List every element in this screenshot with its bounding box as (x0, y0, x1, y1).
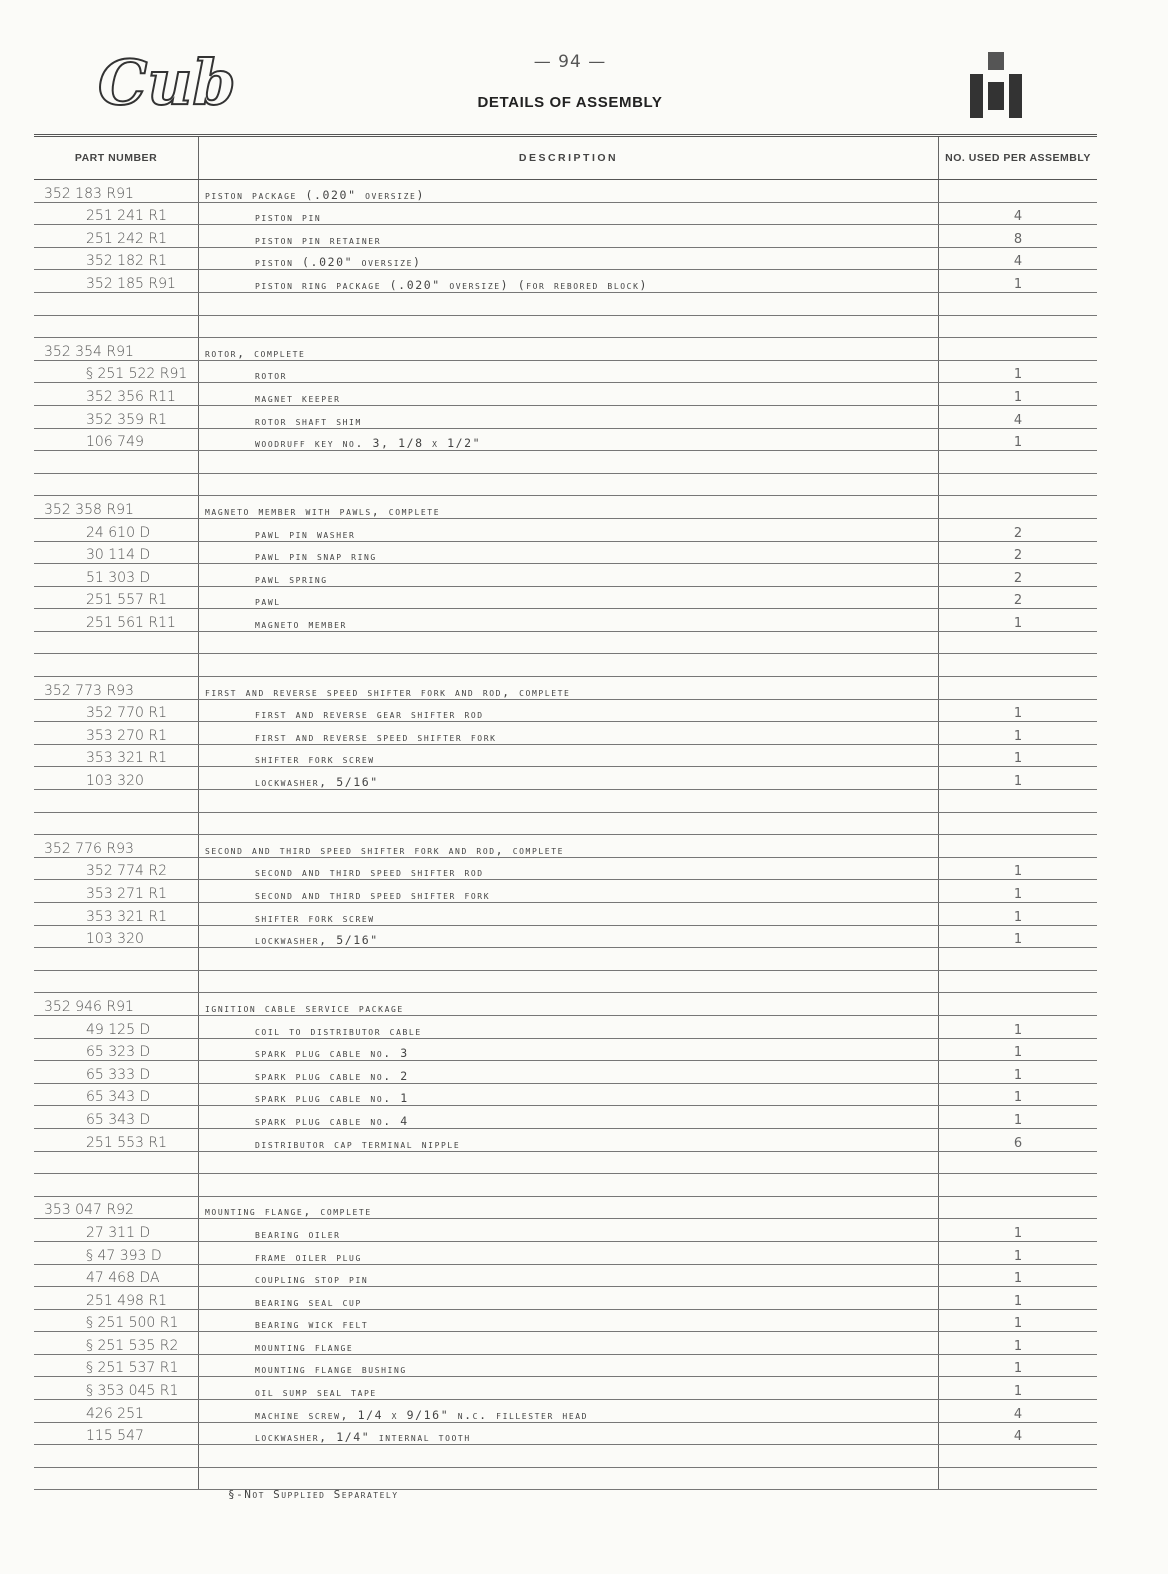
part-row (34, 270, 1097, 293)
assembly-part-number: 352 183 R91 (44, 185, 134, 202)
part-quantity: 1 (1013, 864, 1023, 880)
part-number: § 251 500 R1 (86, 1315, 179, 1332)
part-description: pawl pin washer (255, 526, 356, 541)
part-number: § 251 537 R1 (86, 1360, 179, 1377)
part-row (34, 1287, 1097, 1310)
part-row (34, 1241, 1097, 1264)
part-row (34, 903, 1097, 926)
part-row (34, 1106, 1097, 1129)
part-description: piston pin (255, 210, 322, 225)
part-description: shifter fork screw (255, 910, 375, 925)
part-row (34, 1377, 1097, 1400)
part-description: piston ring package (.020" oversize) (for rebored block) (255, 277, 649, 292)
part-number: § 47 393 D (86, 1247, 162, 1264)
part-description: coupling stop pin (255, 1272, 369, 1287)
part-description: rotor (255, 368, 288, 383)
blank-row (34, 790, 1097, 813)
assembly-group-row (34, 1196, 1097, 1219)
part-description: bearing wick felt (255, 1317, 369, 1332)
part-description: machine screw, 1/4 x 9/16" n.c. fillester head (255, 1407, 589, 1422)
part-number: 51 303 D (86, 569, 151, 586)
qty-header: NO. USED PER ASSEMBLY (939, 136, 1098, 180)
part-quantity: 1 (1013, 1248, 1023, 1264)
part-number: 106 749 (86, 434, 144, 451)
part-number: 115 547 (86, 1428, 144, 1445)
part-row (34, 609, 1097, 632)
part-row (34, 405, 1097, 428)
part-quantity: 1 (1013, 1361, 1023, 1377)
blank-row (34, 451, 1097, 474)
part-quantity: 1 (1013, 435, 1023, 451)
part-number: 251 557 R1 (86, 592, 167, 609)
part-number: § 251 535 R2 (86, 1337, 179, 1354)
part-number: 352 356 R11 (86, 388, 176, 405)
part-number: 27 311 D (86, 1224, 151, 1241)
part-description: lockwasher, 5/16" (255, 775, 379, 790)
part-number: 251 561 R11 (86, 614, 176, 631)
part-quantity: 1 (1013, 1090, 1023, 1106)
part-quantity: 2 (1013, 570, 1023, 586)
part-number: 49 125 D (86, 1021, 151, 1038)
part-row (34, 1354, 1097, 1377)
footnote: §-Not Supplied Separately (228, 1488, 399, 1501)
ih-logo (968, 50, 1024, 120)
cub-logo (96, 40, 236, 120)
part-quantity: 4 (1013, 254, 1023, 270)
assembly-description: magneto member with pawls, complete (205, 503, 441, 518)
part-row (34, 699, 1097, 722)
page-number: — 94 — (533, 52, 607, 72)
part-quantity: 1 (1013, 1067, 1023, 1083)
part-description: spark plug cable no. 2 (255, 1068, 409, 1083)
part-row (34, 1128, 1097, 1151)
part-number: 24 610 D (86, 524, 151, 541)
part-quantity: 1 (1013, 909, 1023, 925)
part-row (34, 880, 1097, 903)
blank-row (34, 948, 1097, 971)
part-description: magnet keeper (255, 390, 341, 405)
part-description: piston pin retainer (255, 232, 382, 247)
part-description: spark plug cable no. 1 (255, 1091, 409, 1106)
part-number: 47 468 DA (86, 1270, 160, 1287)
part-quantity: 1 (1013, 1384, 1023, 1400)
part-quantity: 1 (1013, 728, 1023, 744)
assembly-group-row (34, 180, 1097, 203)
part-row (34, 1061, 1097, 1084)
part-number: 352 359 R1 (86, 411, 167, 428)
part-description: shifter fork screw (255, 752, 375, 767)
part-description: coil to distributor cable (255, 1023, 422, 1038)
part-description: spark plug cable no. 3 (255, 1046, 409, 1061)
part-row (34, 1332, 1097, 1355)
assembly-part-number: 352 776 R93 (44, 840, 134, 857)
part-row (34, 1400, 1097, 1423)
blank-row (34, 1174, 1097, 1197)
assembly-group-row (34, 993, 1097, 1016)
part-row (34, 767, 1097, 790)
part-description: oil sump seal tape (255, 1385, 377, 1400)
part-description: rotor shaft shim (255, 413, 362, 428)
part-number: 65 333 D (86, 1066, 151, 1083)
assembly-description: first and reverse speed shifter fork and rod, complete (205, 684, 571, 699)
assembly-description: piston package (.020" oversize) (205, 187, 425, 202)
part-description: mounting flange bushing (255, 1362, 407, 1377)
part-quantity: 4 (1013, 412, 1023, 428)
part-row (34, 925, 1097, 948)
part-quantity: 2 (1013, 548, 1023, 564)
assembly-group-row (34, 496, 1097, 519)
part-quantity: 1 (1013, 389, 1023, 405)
part-row (34, 383, 1097, 406)
part-quantity: 1 (1013, 1338, 1023, 1354)
part-row (34, 1219, 1097, 1242)
part-row (34, 564, 1097, 587)
part-description: frame oiler plug (255, 1249, 362, 1264)
part-description: pawl pin snap ring (255, 549, 377, 564)
part-row (34, 1038, 1097, 1061)
parts-table (34, 134, 1097, 1490)
part-description: bearing oiler (255, 1226, 341, 1241)
part-number-header: PART NUMBER (34, 136, 199, 180)
part-quantity: 1 (1013, 1225, 1023, 1241)
part-quantity: 1 (1013, 1022, 1023, 1038)
part-number: 251 498 R1 (86, 1292, 167, 1309)
part-number: 352 185 R91 (86, 275, 176, 292)
part-quantity: 4 (1013, 1429, 1023, 1445)
part-row (34, 1083, 1097, 1106)
blank-row (34, 812, 1097, 835)
part-quantity: 1 (1013, 751, 1023, 767)
part-number: 65 343 D (86, 1111, 151, 1128)
part-row (34, 1015, 1097, 1038)
part-quantity: 1 (1013, 367, 1023, 383)
assembly-part-number: 352 946 R91 (44, 998, 134, 1015)
part-description: second and third speed shifter rod (255, 865, 484, 880)
part-description: second and third speed shifter fork (255, 888, 491, 902)
part-description: first and reverse speed shifter fork (255, 729, 497, 744)
part-number: § 353 045 R1 (86, 1383, 179, 1400)
part-quantity: 1 (1013, 1112, 1023, 1128)
part-number: 65 323 D (86, 1044, 151, 1061)
assembly-description: ignition cable service package (205, 1000, 404, 1015)
part-description: lockwasher, 1/4" internal tooth (255, 1430, 471, 1445)
part-description: magneto member (255, 616, 347, 631)
part-quantity: 1 (1013, 887, 1023, 902)
blank-row (34, 292, 1097, 315)
description-header: DESCRIPTION (199, 136, 939, 180)
part-number: 352 770 R1 (86, 705, 167, 722)
blank-row (34, 1151, 1097, 1174)
part-row (34, 202, 1097, 225)
part-description: woodruff key no. 3, 1/8 x 1/2" (255, 436, 482, 451)
part-description: first and reverse gear shifter rod (255, 707, 484, 722)
part-row (34, 1309, 1097, 1332)
part-quantity: 1 (1013, 1045, 1023, 1061)
part-number: 103 320 (86, 931, 144, 948)
blank-row (34, 1445, 1097, 1468)
part-quantity: 1 (1013, 774, 1023, 790)
assembly-part-number: 352 354 R91 (44, 343, 134, 360)
part-number: 353 270 R1 (86, 727, 167, 744)
part-row (34, 722, 1097, 745)
blank-row (34, 970, 1097, 993)
part-description: bearing seal cup (255, 1294, 362, 1309)
part-row (34, 744, 1097, 767)
part-quantity: 2 (1013, 525, 1023, 541)
part-description: pawl (255, 594, 281, 609)
page-title: DETAILS OF ASSEMBLY (477, 94, 663, 111)
part-number: 65 343 D (86, 1089, 151, 1106)
part-row (34, 428, 1097, 451)
assembly-part-number: 353 047 R92 (44, 1202, 134, 1219)
part-quantity: 1 (1013, 706, 1023, 722)
part-number: 352 774 R2 (86, 863, 167, 880)
assembly-part-number: 352 773 R93 (44, 682, 134, 699)
part-row (34, 225, 1097, 248)
svg-text:Cub: Cub (98, 46, 236, 119)
part-quantity: 1 (1013, 615, 1023, 631)
part-quantity: 1 (1013, 1271, 1023, 1287)
blank-row (34, 315, 1097, 338)
part-row (34, 518, 1097, 541)
part-description: distributor cap terminal nipple (255, 1136, 461, 1151)
parts-body (34, 180, 1097, 1490)
part-quantity: 1 (1013, 276, 1023, 292)
part-number: 353 321 R1 (86, 908, 167, 925)
assembly-group-row (34, 338, 1097, 361)
part-quantity: 2 (1013, 593, 1023, 609)
part-number: 353 321 R1 (86, 750, 167, 767)
assembly-description: rotor, complete (205, 345, 306, 360)
part-quantity: 8 (1013, 231, 1023, 247)
part-quantity: 4 (1013, 1406, 1023, 1422)
part-quantity: 1 (1013, 1293, 1023, 1309)
part-quantity: 4 (1013, 209, 1023, 225)
part-number: 251 553 R1 (86, 1134, 167, 1151)
part-number: 251 242 R1 (86, 230, 167, 247)
part-row (34, 1264, 1097, 1287)
blank-row (34, 473, 1097, 496)
blank-row (34, 631, 1097, 654)
assembly-group-row (34, 677, 1097, 700)
part-number: 353 271 R1 (86, 886, 167, 902)
part-number: 103 320 (86, 773, 144, 790)
part-number: 352 182 R1 (86, 253, 167, 270)
blank-row (34, 654, 1097, 677)
part-quantity: 6 (1013, 1135, 1023, 1151)
part-row (34, 360, 1097, 383)
part-description: piston (.020" oversize) (255, 255, 422, 270)
part-row (34, 247, 1097, 270)
part-quantity: 1 (1013, 932, 1023, 948)
part-number: 251 241 R1 (86, 208, 167, 225)
part-description: mounting flange (255, 1339, 354, 1354)
part-number: 30 114 D (86, 547, 151, 564)
part-quantity: 1 (1013, 1316, 1023, 1332)
part-row (34, 1422, 1097, 1445)
assembly-description: mounting flange, complete (205, 1204, 372, 1219)
assembly-part-number: 352 358 R91 (44, 501, 134, 518)
part-row (34, 541, 1097, 564)
part-description: spark plug cable no. 4 (255, 1113, 409, 1128)
part-row (34, 586, 1097, 609)
assembly-description: second and third speed shifter fork and rod, complete (205, 842, 565, 857)
blank-row (34, 1467, 1097, 1490)
assembly-group-row (34, 835, 1097, 858)
part-row (34, 857, 1097, 880)
part-description: lockwasher, 5/16" (255, 933, 379, 948)
part-number: § 251 522 R91 (86, 366, 188, 383)
table-header-row (34, 136, 1097, 180)
part-description: pawl spring (255, 571, 328, 586)
part-number: 426 251 (86, 1405, 144, 1422)
